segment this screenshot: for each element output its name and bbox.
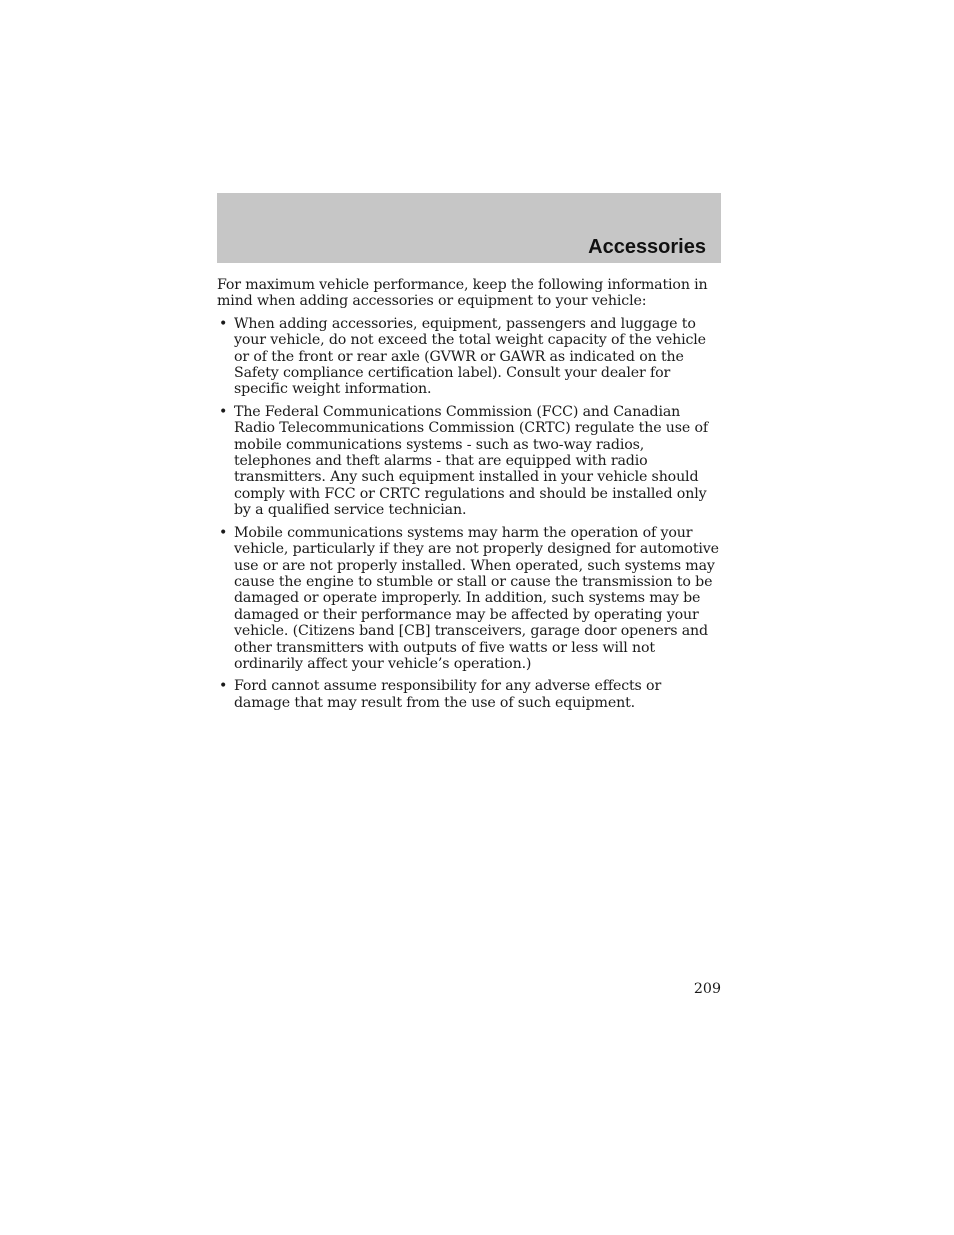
- section-header-band: [217, 193, 721, 263]
- list-item: [217, 404, 721, 519]
- bullet-icon: •: [219, 403, 228, 420]
- bullet-icon: •: [219, 524, 228, 541]
- list-item-text: The Federal Communications Commission (FCC) and Canadian Radio Telecommunications Commission (CRTC) regulate the use of mobile communications systems - such as two-way radios, telephones and theft alarms - that are equipped with radio transmitters. Any such equipment installed in your vehicle should comply with FCC or CRTC regulations and should be installed only by a qualified service technician.: [234, 403, 709, 519]
- section-title: Accessories: [588, 236, 706, 258]
- intro-paragraph: For maximum vehicle performance, keep the following information in mind when adding accessories or equipment to your vehicle:: [217, 277, 708, 310]
- page-number: 209: [693, 981, 721, 997]
- list-item-text: Mobile communications systems may harm the operation of your vehicle, particularly if they are not properly designed for automotive use or are not properly installed. When operated, such systems may cause the engine to stumble or stall or cause the transmission to be damaged or operate improperly. In addition, such systems may be damaged or their performance may be affected by operating your vehicle. (Citizens band [CB] transceivers, garage door openers and other transmitters with outputs of five watts or less will not ordinarily affect your vehicle’s operation.): [234, 524, 719, 672]
- list-item: [217, 525, 721, 673]
- bullet-list: [217, 316, 721, 711]
- list-item-text: When adding accessories, equipment, passengers and luggage to your vehicle, do not exceed the total weight capacity of the vehicle or of the front or rear axle (GVWR or GAWR as indicated on the Safety compliance certification label). Consult your dealer for specific weight information.: [234, 315, 706, 398]
- bullet-icon: •: [219, 678, 228, 695]
- bullet-icon: •: [219, 315, 228, 332]
- list-item-text: Ford cannot assume responsibility for any adverse effects or damage that may result from the use of such equipment.: [234, 678, 662, 711]
- page-content: [217, 277, 721, 717]
- list-item: [217, 678, 721, 711]
- list-item: [217, 316, 721, 398]
